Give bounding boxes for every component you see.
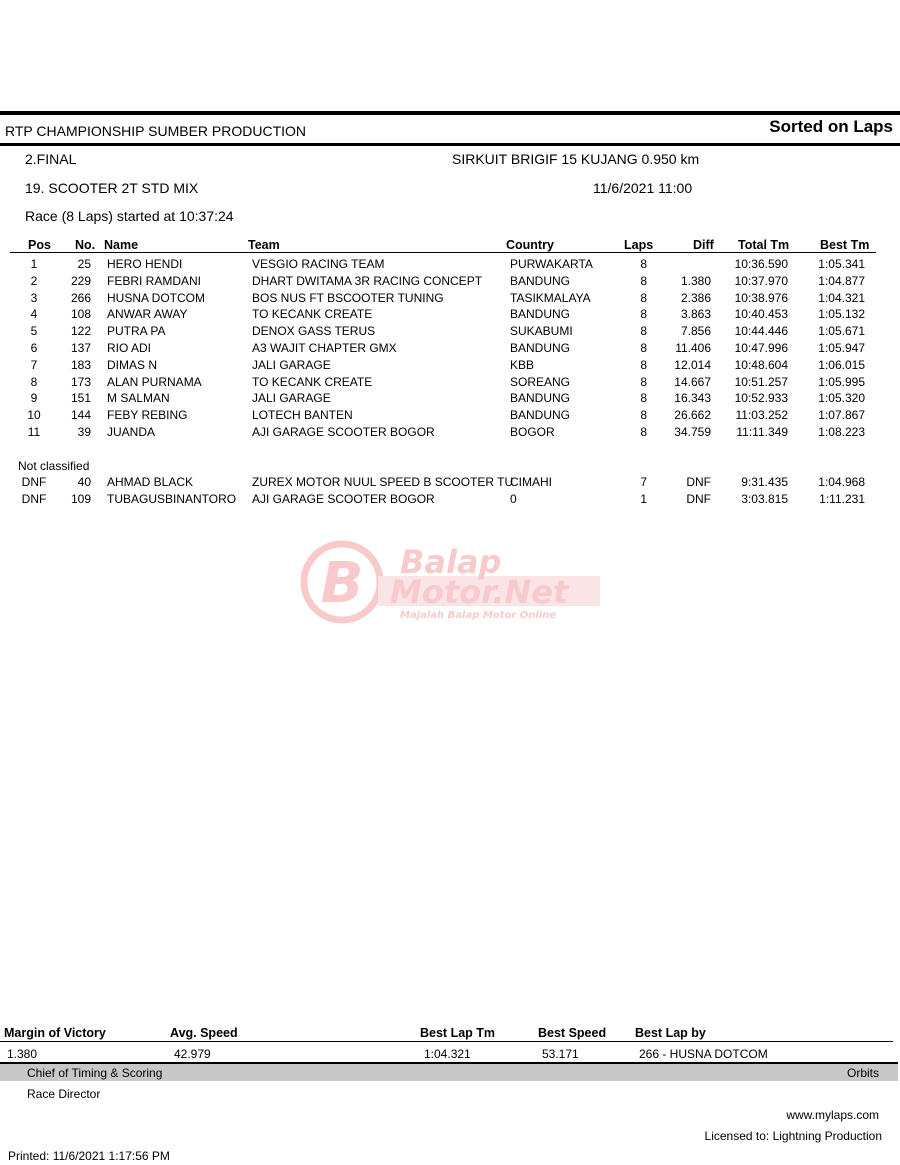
cell-team: VESGIO RACING TEAM [252, 257, 385, 271]
result-row [0, 391, 900, 408]
cell-name: HERO HENDI [107, 257, 183, 271]
race-info: Race (8 Laps) started at 10:37:24 [25, 208, 234, 224]
cell-no: 266 [70, 290, 91, 305]
cell-laps: 8 [640, 391, 647, 406]
cell-team: A3 WAJIT CHAPTER GMX [252, 341, 397, 355]
cell-name: ANWAR AWAY [107, 307, 188, 322]
top-rule [0, 111, 900, 115]
cell-laps: 8 [640, 273, 647, 288]
cell-diff: 3.863 [680, 307, 711, 322]
cell-team: BOS NUS FT BSCOOTER TUNING [252, 290, 444, 305]
cell-team: AJI GARAGE SCOOTER BOGOR [252, 425, 435, 439]
cell-team: JALI GARAGE [252, 357, 331, 372]
result-row [0, 408, 900, 425]
cell-pos: 11 [27, 425, 41, 439]
cell-best: 1:08.223 [818, 425, 865, 439]
col-diff: Diff [693, 238, 714, 252]
cell-pos: 1 [30, 257, 38, 271]
column-header-rule [10, 252, 876, 253]
cell-pos: 9 [30, 391, 38, 406]
cell-laps: 8 [640, 374, 647, 389]
website-link[interactable]: www.mylaps.com [786, 1108, 879, 1122]
cell-name: DIMAS N [107, 357, 158, 372]
cell-total: 10:51.257 [734, 374, 788, 389]
cell-country: BANDUNG [510, 391, 571, 406]
cell-best: 1:11.231 [819, 492, 865, 506]
cell-team: JALI GARAGE [252, 391, 331, 406]
cell-diff: 14.667 [674, 374, 711, 389]
summary-label-best-lap-tm: Best Lap Tm [420, 1026, 496, 1040]
cell-total: 10:47.996 [734, 341, 788, 355]
cell-pos: 7 [30, 357, 38, 372]
cell-diff: 12.014 [674, 357, 711, 372]
cell-diff: 11.406 [675, 341, 711, 355]
cell-team: TO KECANK CREATE [252, 374, 373, 389]
cell-country: SUKABUMI [510, 324, 573, 339]
cell-name: M SALMAN [107, 391, 170, 406]
cell-diff: DNF [686, 492, 711, 506]
cell-country: 0 [510, 492, 517, 506]
race-director-label: Race Director [27, 1087, 101, 1101]
watermark-tagline: Majalah Balap Motor Online [400, 610, 557, 621]
cell-team: DHART DWITAMA 3R RACING CONCEPT [252, 273, 483, 288]
cell-no: 108 [70, 307, 91, 322]
cell-diff: 1.380 [680, 273, 711, 288]
cell-no: 39 [77, 425, 91, 439]
cell-best: 1:05.132 [818, 307, 865, 322]
watermark-line1: Balap [400, 543, 502, 581]
cell-total: 10:52.933 [734, 391, 788, 406]
summary-best-lap-by: 266 - HUSNA DOTCOM [639, 1047, 768, 1061]
cell-country: CIMAHI [510, 475, 552, 489]
orbits-label: Orbits [846, 1066, 879, 1080]
cell-best: 1:06.015 [818, 357, 865, 372]
col-team: Team [248, 238, 280, 252]
cell-no: 25 [77, 257, 91, 271]
chief-timing-label: Chief of Timing & Scoring [27, 1066, 163, 1080]
cell-name: PUTRA PA [107, 324, 166, 339]
cell-total: 10:44.446 [734, 324, 788, 339]
cell-team: LOTECH BANTEN [252, 408, 353, 423]
balapmotor-watermark-logo [300, 540, 600, 625]
summary-margin: 1.380 [7, 1047, 38, 1061]
cell-laps: 8 [640, 290, 647, 305]
result-row [0, 475, 900, 492]
cell-diff: 26.662 [674, 408, 711, 423]
cell-diff: 34.759 [674, 425, 711, 439]
cell-name: FEBRI RAMDANI [107, 273, 202, 288]
cell-pos: DNF [21, 475, 47, 489]
col-country: Country [506, 238, 554, 252]
session-name: 2.FINAL [25, 151, 77, 167]
watermark-line2: Motor.Net [390, 573, 569, 611]
cell-total: 10:48.604 [734, 357, 788, 372]
result-row [0, 425, 900, 442]
result-row [0, 358, 900, 375]
cell-country: PURWAKARTA [510, 257, 593, 271]
result-row [0, 375, 900, 392]
cell-no: 122 [70, 324, 91, 339]
summary-avg-speed: 42.979 [174, 1047, 211, 1061]
cell-country: BOGOR [510, 425, 555, 439]
cell-pos: DNF [21, 492, 47, 506]
col-name: Name [104, 238, 139, 252]
cell-pos: 5 [30, 324, 38, 339]
cell-team: AJI GARAGE SCOOTER BOGOR [252, 492, 435, 506]
result-row [0, 324, 900, 341]
licensed-to: Licensed to: Lightning Production [704, 1129, 882, 1143]
cell-country: TASIKMALAYA [510, 290, 591, 305]
cell-total: 10:40.453 [734, 307, 788, 322]
cell-country: BANDUNG [510, 408, 571, 423]
cell-laps: 7 [640, 475, 647, 489]
cell-pos: 10 [27, 408, 41, 423]
cell-best: 1:05.671 [818, 324, 865, 339]
cell-laps: 1 [640, 492, 647, 506]
summary-best-speed: 53.171 [542, 1047, 579, 1061]
cell-country: BANDUNG [510, 273, 571, 288]
cell-pos: 2 [30, 273, 38, 288]
result-row [0, 341, 900, 358]
svg-text:B: B [320, 551, 364, 616]
cell-total: 10:36.590 [734, 257, 788, 271]
col-pos: Pos [28, 238, 51, 252]
cell-country: SOREANG [510, 374, 571, 389]
cell-best: 1:05.341 [818, 257, 865, 271]
col-laps: Laps [624, 238, 654, 252]
cell-name: HUSNA DOTCOM [107, 290, 206, 305]
summary-best-lap-tm: 1:04.321 [424, 1047, 471, 1061]
cell-diff: 16.343 [674, 391, 711, 406]
not-classified-label: Not classified [18, 459, 90, 473]
cell-total: 11:11.349 [736, 425, 788, 439]
cell-best: 1:04.968 [818, 475, 865, 489]
cell-diff: DNF [686, 475, 711, 489]
cell-no: 151 [70, 391, 91, 406]
cell-no: 183 [70, 357, 91, 372]
cell-team: DENOX GASS TERUS [252, 324, 376, 339]
cell-name: TUBAGUSBINANTORO [107, 492, 237, 506]
cell-pos: 8 [30, 374, 38, 389]
result-row [0, 257, 900, 274]
result-row [0, 274, 900, 291]
summary-label-avg-speed: Avg. Speed [170, 1026, 238, 1040]
cell-no: 229 [70, 273, 91, 288]
result-row [0, 492, 900, 509]
cell-diff: 2.386 [680, 290, 711, 305]
cell-best: 1:07.867 [818, 408, 865, 423]
cell-total: 10:37.970 [734, 273, 788, 288]
cell-name: AHMAD BLACK [107, 475, 194, 489]
cell-team: ZUREX MOTOR NUUL SPEED B SCOOTER TU [252, 475, 514, 489]
class-name: 19. SCOOTER 2T STD MIX [25, 180, 199, 196]
cell-country: BANDUNG [510, 341, 571, 355]
cell-total: 3:03.815 [741, 492, 788, 506]
cell-name: JUANDA [107, 425, 156, 439]
cell-best: 1:05.320 [818, 391, 865, 406]
cell-laps: 8 [640, 408, 647, 423]
event-title: RTP CHAMPIONSHIP SUMBER PRODUCTION [5, 123, 307, 139]
cell-laps: 8 [640, 357, 647, 372]
summary-label-best-speed: Best Speed [538, 1026, 607, 1040]
cell-no: 137 [70, 341, 91, 355]
result-row [0, 307, 900, 324]
cell-total: 10:38.976 [734, 290, 788, 305]
result-row [0, 291, 900, 308]
cell-no: 173 [70, 374, 91, 389]
cell-no: 109 [70, 492, 91, 506]
cell-best: 1:04.321 [818, 290, 865, 305]
cell-pos: 4 [30, 307, 38, 322]
race-datetime: 11/6/2021 11:00 [593, 180, 693, 196]
cell-best: 1:04.877 [818, 273, 865, 288]
cell-laps: 8 [640, 257, 647, 271]
cell-diff: 7.856 [680, 324, 711, 339]
cell-country: BANDUNG [510, 307, 571, 322]
cell-laps: 8 [640, 341, 647, 355]
summary-label-margin: Margin of Victory [4, 1026, 106, 1040]
col-best: Best Tm [820, 238, 870, 252]
circuit-name: SIRKUIT BRIGIF 15 KUJANG 0.950 km [452, 151, 700, 167]
sort-label: Sorted on Laps [769, 117, 893, 136]
cell-name: RIO ADI [107, 341, 152, 355]
cell-name: FEBY REBING [107, 408, 188, 423]
cell-total: 11:03.252 [735, 408, 788, 423]
cell-no: 144 [70, 408, 91, 423]
cell-best: 1:05.995 [818, 374, 865, 389]
cell-laps: 8 [640, 307, 647, 322]
cell-team: TO KECANK CREATE [252, 307, 373, 322]
cell-name: ALAN PURNAMA [107, 374, 202, 389]
cell-total: 9:31.435 [741, 475, 788, 489]
summary-label-best-lap-by: Best Lap by [635, 1026, 706, 1040]
col-no: No. [75, 238, 96, 252]
cell-laps: 8 [640, 425, 647, 439]
header-rule [0, 143, 900, 146]
cell-pos: 6 [30, 341, 38, 355]
cell-pos: 3 [30, 290, 38, 305]
summary-rule [0, 1041, 893, 1042]
cell-no: 40 [77, 475, 91, 489]
cell-laps: 8 [640, 324, 647, 339]
printed-timestamp: Printed: 11/6/2021 1:17:56 PM [8, 1149, 170, 1163]
cell-country: KBB [510, 357, 535, 372]
cell-best: 1:05.947 [818, 341, 865, 355]
col-total: Total Tm [738, 238, 790, 252]
